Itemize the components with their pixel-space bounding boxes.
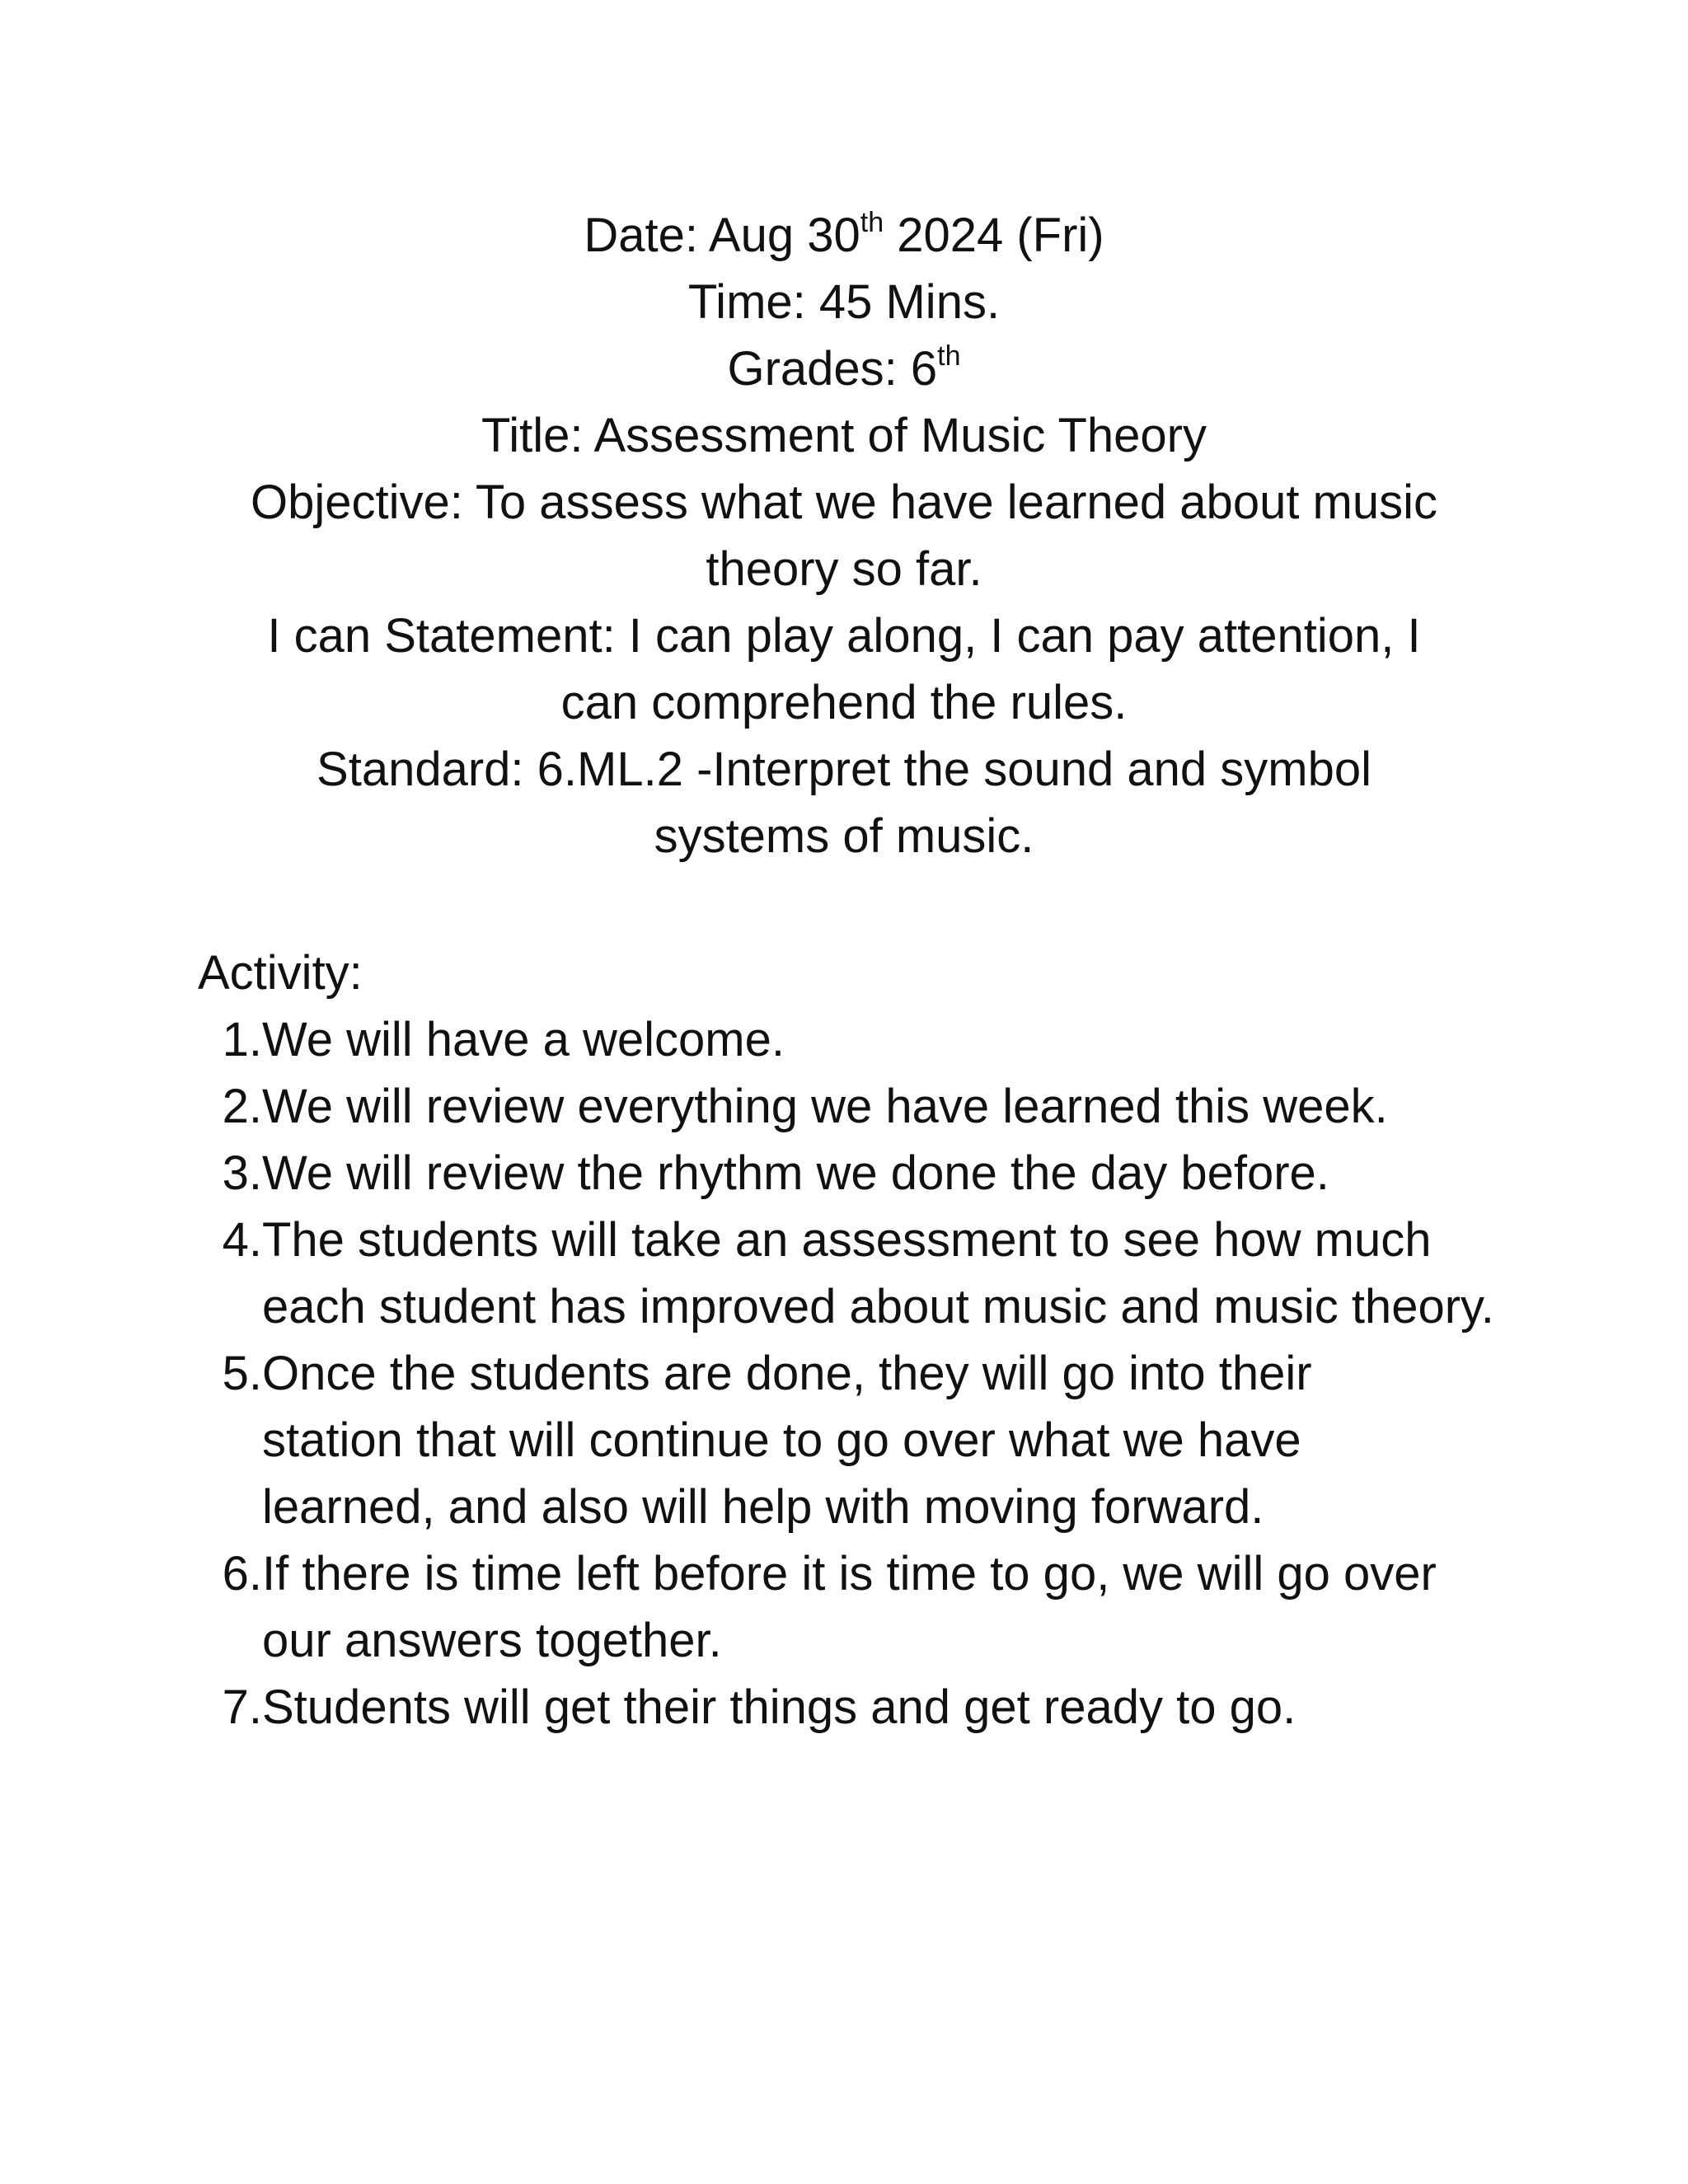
activity-steps: [198, 1006, 1533, 1741]
list-item-number: 1.: [222, 1013, 262, 1066]
list-item: [198, 1340, 1533, 1540]
list-item: [198, 1207, 1533, 1340]
standard-line: Standard: 6.ML.2 -Interpret the sound and symbol systems of music.: [316, 743, 1372, 863]
list-item: [198, 1540, 1533, 1674]
list-item-number: 4.: [222, 1213, 262, 1267]
list-item: [198, 1674, 1533, 1741]
list-item: [198, 1140, 1533, 1207]
list-item: [198, 1006, 1533, 1073]
list-item-number: 5.: [222, 1347, 262, 1400]
date-label: Date: Aug 30: [584, 209, 860, 262]
list-item-text: We will have a welcome.: [262, 1013, 785, 1066]
list-item-text: If there is time left before it is time to go, we will go over our answers together.: [262, 1547, 1437, 1667]
list-item-number: 6.: [222, 1547, 262, 1601]
time-line: Time: 45 Mins.: [687, 275, 1001, 329]
list-item-text: We will review everything we have learned this week.: [262, 1080, 1388, 1133]
list-item-text: The students will take an assessment to see how much each student has improved about music and music theory.: [262, 1213, 1494, 1333]
date-line: [165, 202, 1523, 269]
list-item-number: 2.: [222, 1080, 262, 1133]
list-item: [198, 1073, 1533, 1140]
list-item-number: 3.: [222, 1146, 262, 1200]
title-line: Title: Assessment of Music Theory: [481, 409, 1207, 462]
objective-line: Objective: To assess what we have learned about music theory so far.: [250, 476, 1438, 596]
i-can-statement: I can Statement: I can play along, I can pay attention, I can comprehend the rules.: [267, 609, 1421, 729]
list-item-number: 7.: [222, 1680, 262, 1734]
lesson-header: [165, 202, 1523, 869]
activity-heading: Activity:: [198, 946, 363, 1000]
grades-ordinal: th: [937, 340, 961, 372]
list-item-text: Students will get their things and get ready to go.: [262, 1680, 1296, 1734]
list-item-text: We will review the rhythm we done the day before.: [262, 1146, 1329, 1200]
grades-line: [165, 335, 1523, 402]
grades-label: Grades: 6: [727, 342, 938, 396]
activity-section: [198, 940, 1533, 1741]
date-ordinal: th: [860, 206, 884, 238]
date-rest: 2024 (Fri): [884, 209, 1104, 262]
list-item-text: Once the students are done, they will go into their station that will continue to go over what we have learned, and also will help with moving forward.: [262, 1347, 1312, 1534]
